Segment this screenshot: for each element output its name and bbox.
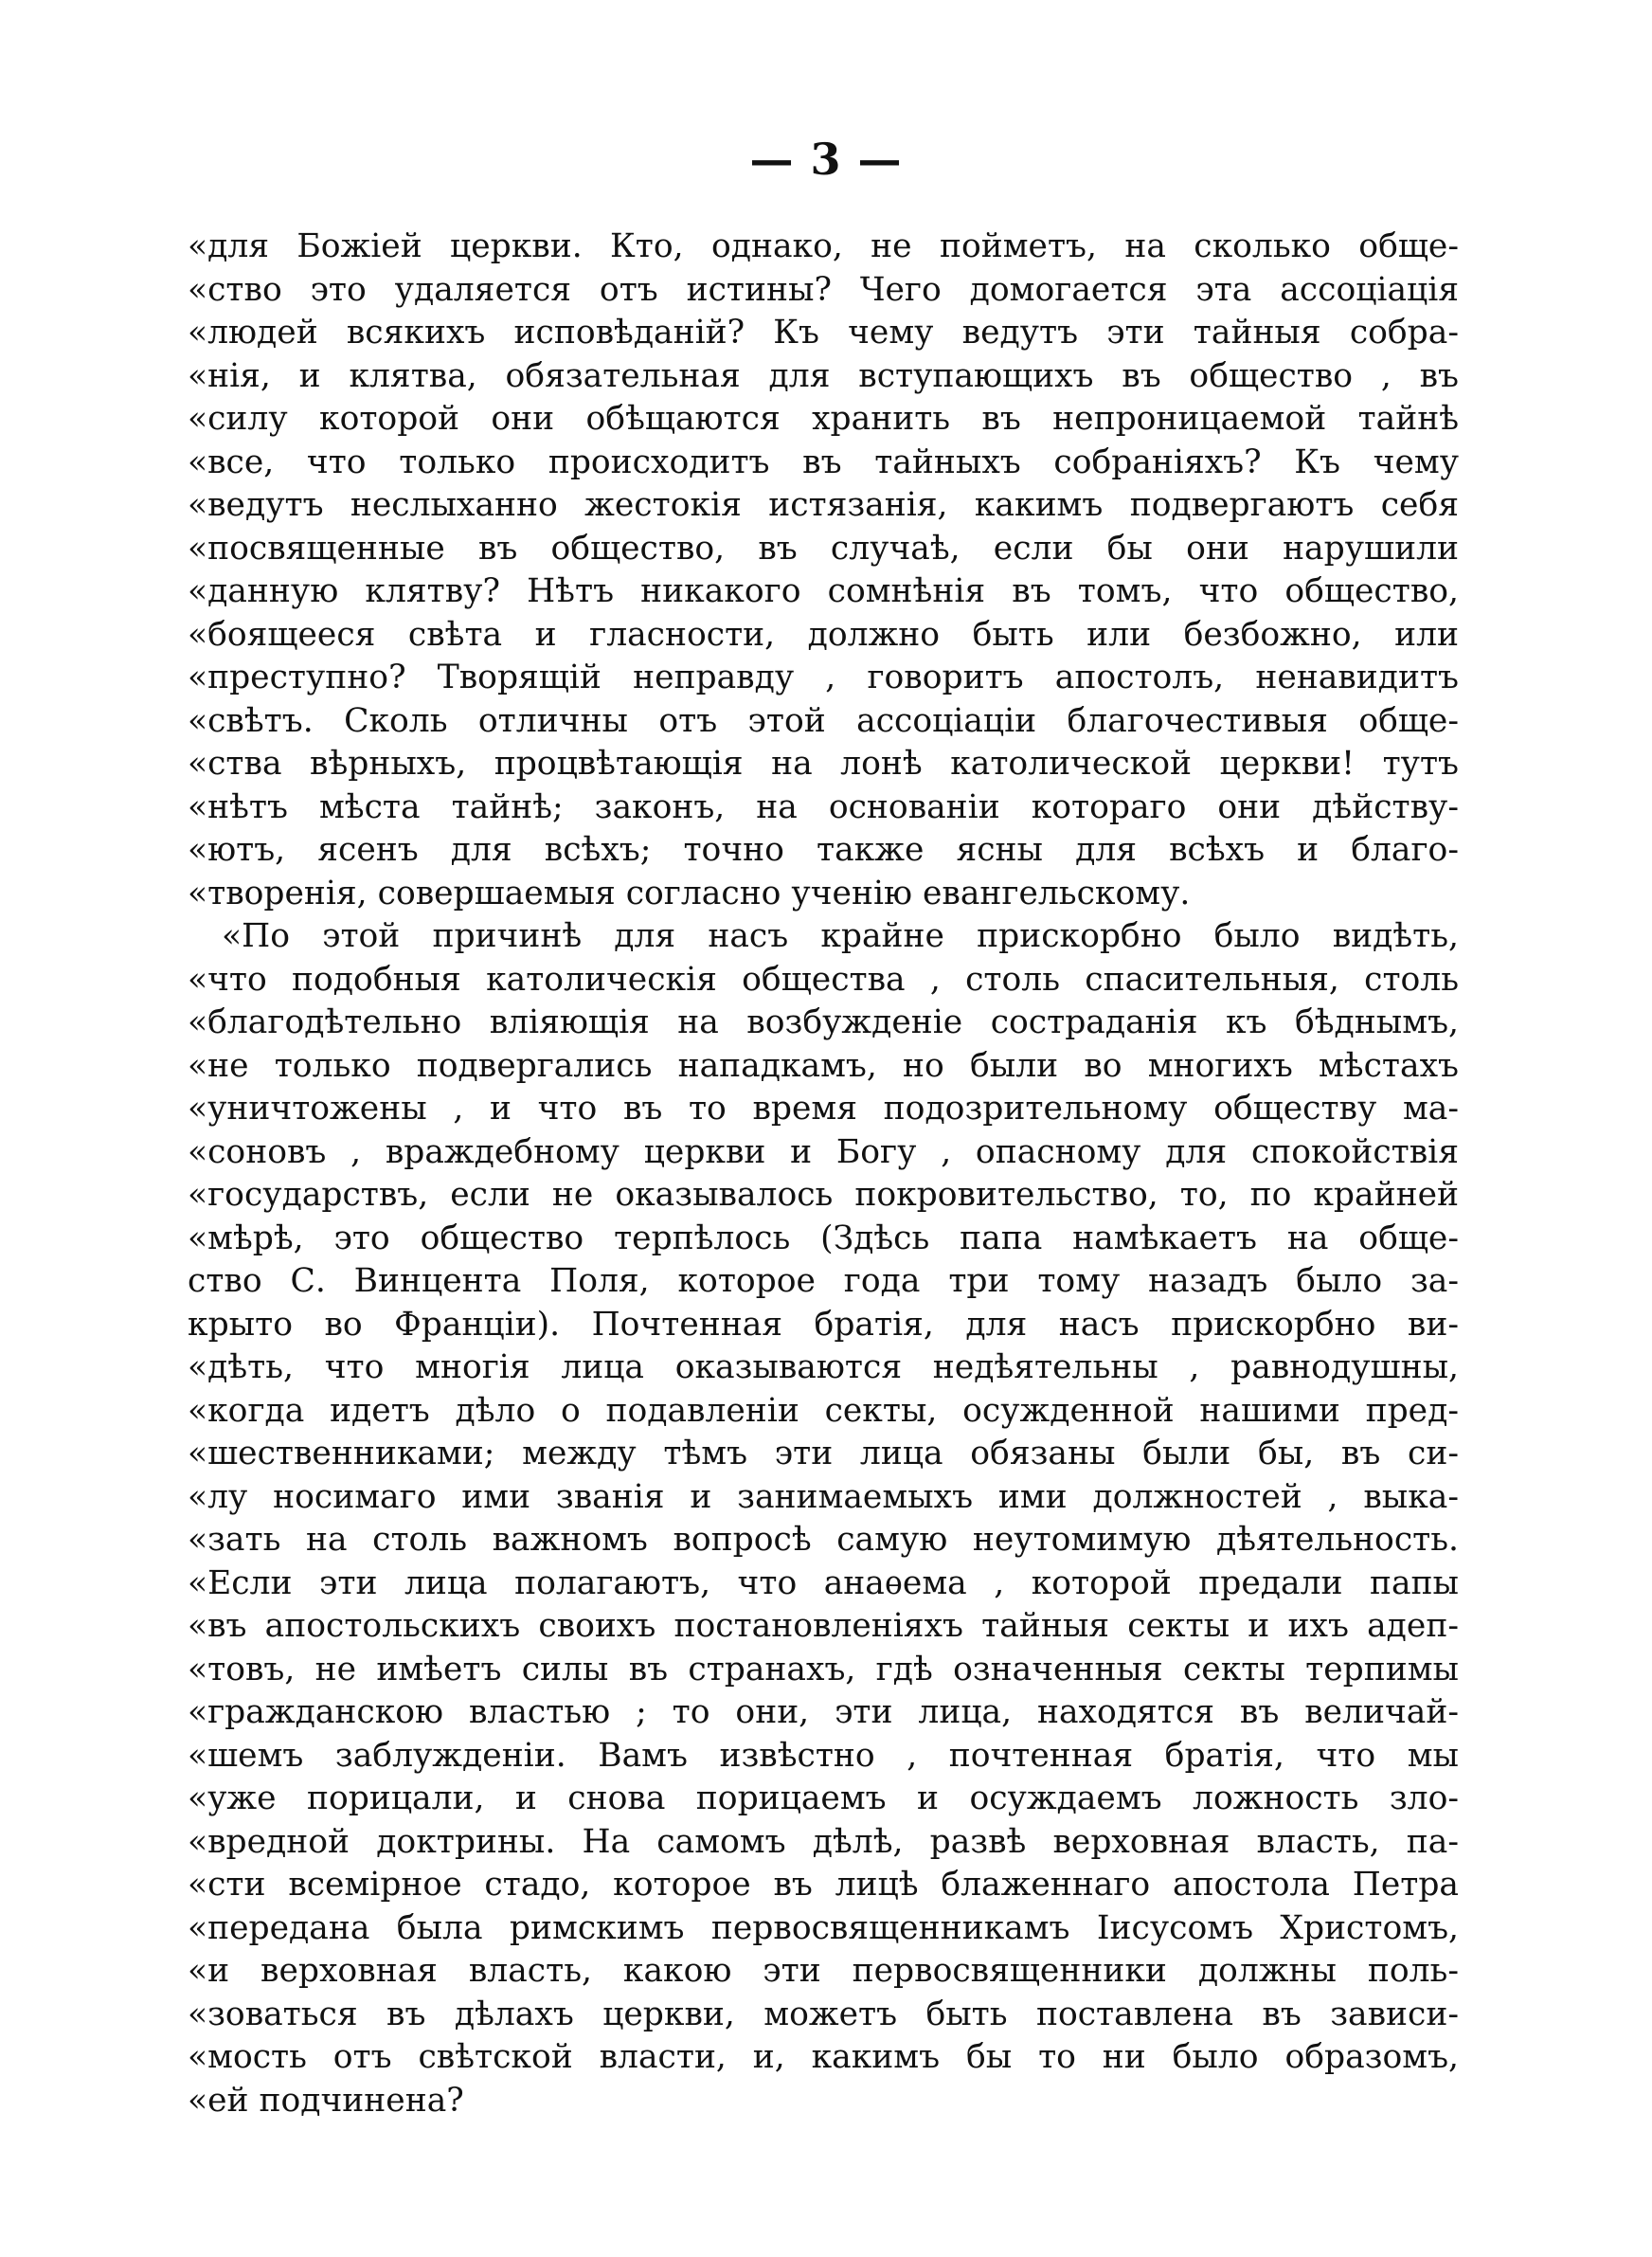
text-line-13: «ства вѣрныхъ, процвѣтающія на лонѣ католической церкви! тутъ — [188, 745, 1459, 783]
text-line-42: «зоваться въ дѣлахъ церкви, можетъ быть поставлена въ зависи- — [188, 1995, 1459, 2033]
text-line-18: «что подобныя католическія общества , столь спасительныя, столь — [188, 960, 1459, 999]
text-line-19: «благодѣтельно вліяющія на возбужденіе состраданія къ бѣднымъ, — [188, 1003, 1459, 1041]
page-number: — 3 — — [749, 134, 903, 185]
text-line-23: «государствъ, если не оказывалось покровительство, то, по крайней — [188, 1176, 1459, 1214]
text-line-24: «мѣрѣ, это общество терпѣлось (Здѣсь папа намѣкаетъ на обще- — [188, 1219, 1459, 1257]
text-line-6: «все, что только происходитъ въ тайныхъ собраніяхъ? Къ чему — [188, 442, 1459, 481]
text-line-21: «уничтожены , и что въ то время подозрительному обществу ма- — [188, 1090, 1459, 1128]
text-line-16: «творенія, совершаемыя согласно ученію евангельскому. — [188, 874, 1191, 912]
text-line-26: крыто во Франціи). Почтенная братія, для насъ прискорбно ви- — [188, 1305, 1459, 1344]
text-line-8: «посвященные въ общество, въ случаѣ, если бы они нарушили — [188, 529, 1459, 568]
text-line-41: «и верховная власть, какою эти первосвященники должны поль- — [188, 1952, 1459, 1990]
text-line-5: «силу которой они обѣщаются хранить въ непроницаемой тайнѣ — [188, 400, 1459, 438]
text-line-2: «ство это удаляется отъ истины? Чего домогается эта ассоціація — [188, 270, 1459, 309]
text-line-12: «свѣтъ. Сколь отличны отъ этой ассоціаціи благочестивыя обще- — [188, 701, 1459, 740]
text-line-37: «уже порицали, и снова порицаемъ и осуждаемъ ложность зло- — [188, 1779, 1459, 1817]
text-line-32: «Если эти лица полагаютъ, что анаѳема , которой предали папы — [188, 1563, 1459, 1602]
text-line-14: «нѣтъ мѣста тайнѣ; законъ, на основаніи котораго они дѣйству- — [188, 787, 1459, 826]
text-line-34: «товъ, не имѣетъ силы въ странахъ, гдѣ означенныя секты терпимы — [188, 1650, 1459, 1688]
text-line-38: «вредной доктрины. На самомъ дѣлѣ, развѣ верховная власть, па- — [188, 1822, 1459, 1861]
text-line-7: «ведутъ неслыханно жестокія истязанія, какимъ подвергаютъ себя — [188, 486, 1459, 524]
text-line-15: «ютъ, ясенъ для всѣхъ; точно также ясны для всѣхъ и благо- — [188, 831, 1459, 869]
text-line-17: «По этой причинѣ для насъ крайне прискорбно было видѣть, — [222, 917, 1459, 955]
text-line-3: «людей всякихъ исповѣданій? Къ чему ведутъ эти тайныя собра- — [188, 314, 1459, 352]
text-line-28: «когда идетъ дѣло о подавленіи секты, осужденной нашими пред- — [188, 1391, 1459, 1430]
text-line-27: «дѣть, что многія лица оказываются недѣятельны , равнодушны, — [188, 1348, 1459, 1386]
text-line-1: «для Божіей церкви. Кто, однако, не пойметъ, на сколько обще- — [188, 227, 1459, 265]
text-line-4: «нія, и клятва, обязательная для вступающихъ въ общество , въ — [188, 356, 1459, 395]
text-line-31: «зать на столь важномъ вопросѣ самую неутомимую дѣятельность. — [188, 1521, 1459, 1559]
text-line-22: «соновъ , враждебному церкви и Богу , опасному для спокойствія — [188, 1132, 1459, 1171]
text-line-25: ство С. Винцента Поля, которое года три тому назадъ было за- — [188, 1262, 1459, 1300]
text-line-36: «шемъ заблужденіи. Вамъ извѣстно , почтенная братія, что мы — [188, 1736, 1459, 1775]
text-line-9: «данную клятву? Нѣтъ никакого сомнѣнія въ томъ, что общество, — [188, 572, 1459, 610]
text-line-40: «передана была римскимъ первосвященникамъ Іисусомъ Христомъ, — [188, 1908, 1459, 1947]
text-line-44: «ей подчинена? — [188, 2081, 464, 2120]
text-line-33: «въ апостольскихъ своихъ постановленіяхъ тайныя секты и ихъ адеп- — [188, 1607, 1459, 1645]
text-line-30: «лу носимаго ими званія и занимаемыхъ ими должностей , выка- — [188, 1477, 1459, 1516]
body-text — [188, 226, 1459, 2122]
text-line-39: «сти всемірное стадо, которое въ лицѣ блаженнаго апостола Петра — [188, 1866, 1459, 1904]
text-line-35: «гражданскою властью ; то они, эти лица, находятся въ величай- — [188, 1693, 1459, 1731]
text-line-29: «шественниками; между тѣмъ эти лица обязаны были бы, въ си- — [188, 1435, 1459, 1472]
text-line-43: «мость отъ свѣтской власти, и, какимъ бы то ни было образомъ, — [188, 2038, 1459, 2076]
text-line-10: «боящееся свѣта и гласности, должно быть или безбожно, или — [188, 615, 1459, 654]
text-line-20: «не только подвергались нападкамъ, но были во многихъ мѣстахъ — [188, 1046, 1459, 1085]
text-line-11: «преступно? Творящій неправду , говоритъ апостолъ, ненавидитъ — [188, 659, 1459, 696]
